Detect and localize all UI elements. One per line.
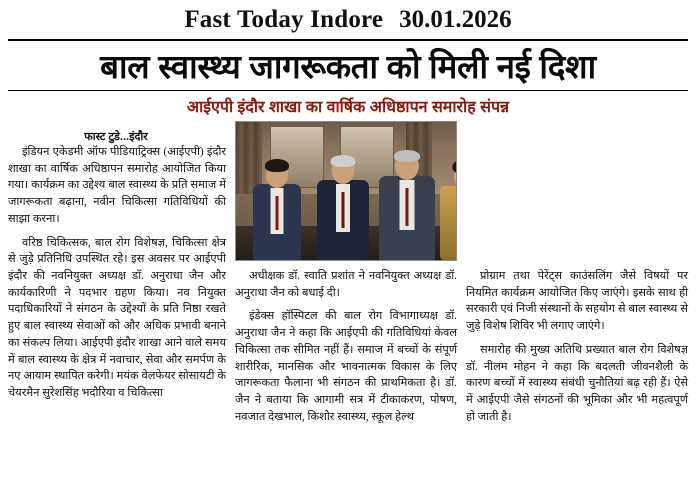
column-one [8,121,226,431]
headline: बाल स्वास्थ्य जागरूकता को मिली नई दिशा [100,48,596,85]
photo-person [376,144,438,260]
photo-spacer [466,121,688,268]
publication-date: 30.01.2026 [399,6,512,33]
photo-person [250,152,304,260]
article-body [0,121,696,431]
masthead-rule [8,39,688,41]
column-two [235,121,457,431]
paragraph: इंडियन एकेडमी ऑफ पीडियाट्रिक्स (आईएपी) इंदौर शाखा का वार्षिक अधिष्ठापन समारोह आयोजित किया गया। कार्यक्रम का उद्देश्य बाल स्वास्थ्य के प्रति समाज में जागरूकता बढ़ाना, नवीन चिकित्सा गतिविधियों की साझा करना। [8,145,226,225]
masthead [0,0,696,36]
event-photo [235,121,457,261]
paragraph: अधीक्षक डॉ. स्वाति प्रशांत ने नवनियुक्त अध्यक्ष डॉ. अनुराधा जैन को बधाई दी। [235,269,457,299]
event-photo-scene [236,122,457,260]
paragraph: वरिष्ठ चिकित्सक, बाल रोग विशेषज्ञ, चिकित्सा क्षेत्र से जुड़े प्रतिनिधि उपस्थित रहे। इस अवसर पर आईएपी इंदौर की नवनियुक्त अध्यक्ष डॉ. अनुराधा जैन और कार्यकारिणी ने पदभार ग्रहण किया। नव नियुक्त पदाधिकारियों ने संगठन के उद्देश्यों के प्रति निष्ठा रखते हुए बाल स्वास्थ्य सेवाओं को और अधिक प्रभावी बनाने का संकल्प लिया। आईएपी इंदौर शाखा आने वाले समय में बाल स्वास्थ्य के क्षेत्र में नवाचार, सेवा और समर्पण के नए आयाम स्थापित करेगी। मयंक वेलफेयर सोसायटी के चेयरमैन सुरेशसिंह भदौरिया व चिकित्सा [8,236,226,399]
column-three [466,121,688,431]
paragraph: प्रोग्राम तथा पेरेंट्स काउंसलिंग जैसे विषयों पर नियमित कार्यक्रम आयोजित किए जाएंगे। इसके साथ ही सरकारी एवं निजी संस्थानों के सहयोग से बाल स्वास्थ्य से जुड़े विशेष शिविर भी लगाए जाएंगे। [466,269,688,333]
publication-title: Fast Today Indore [184,6,384,33]
paragraph: समारोह की मुख्य अतिथि प्रख्यात बाल रोग विशेषज्ञ डॉ. नीलम मोहन ने कहा कि बदलती जीवनशैली के कारण बच्चों में स्वास्थ्य संबंधी चुनौतियां बढ़ रही हैं। ऐसे में आईएपी जैसे संगठनों की भूमिका और भी महत्वपूर्ण हो जाती है। [466,343,688,423]
headline-rule [8,90,688,91]
photo-person [314,148,372,260]
photo-person [436,156,457,260]
subheadline: आईएपी इंदौर शाखा का वार्षिक अधिष्ठापन समारोह संपन्न [186,98,510,116]
paragraph: इंडेक्स हॉस्पिटल की बाल रोग विभागाध्यक्ष डॉ. अनुराधा जैन ने कहा कि आईएपी की गतिविधियां केवल चिकित्सा तक सीमित नहीं हैं। समाज में बच्चों के संपूर्ण शारीरिक, मानसिक और भावनात्मक विकास के लिए जागरूकता फैलाना भी संगठन की प्राथमिकता है। डॉ. जैन ने बताया कि आगामी सत्र में टीकाकरण, पोषण, नवजात देखभाल, किशोर स्वास्थ्य, स्कूल हेल्थ [235,310,457,423]
byline: फास्ट टुडे...इंदौर [84,130,148,143]
